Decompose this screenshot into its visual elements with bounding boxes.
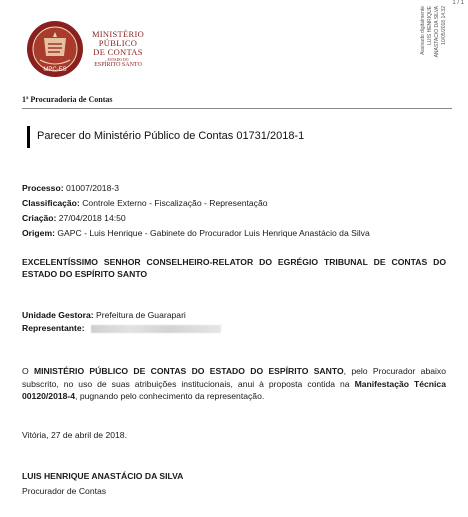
addressee-heading: EXCELENTÍSSIMO SENHOR CONSELHEIRO-RELATOR DO EGRÉGIO TRIBUNAL DE CONTAS DO ESTADO DO ESPÍRITO SANTO	[22, 257, 446, 279]
title-accent-bar	[27, 126, 30, 148]
field-value: Controle Externo - Fiscalização - Representação	[82, 198, 268, 208]
field-label: Unidade Gestora:	[22, 310, 94, 320]
body-text: , pelo Procurador abaixo subscrito, no uso de suas atribuições institucionais, anui à proposta contida na	[22, 366, 446, 389]
field-criacao	[22, 213, 126, 223]
field-origem	[22, 228, 370, 238]
department-name: 1ª Procuradoria de Contas	[22, 95, 113, 104]
document-title: Parecer do Ministério Público de Contas 01731/2018-1	[37, 130, 305, 142]
mpc-es-seal-logo	[26, 20, 84, 78]
org-line-1: MINISTÉRIO	[91, 29, 145, 39]
field-classificacao	[22, 198, 268, 208]
page-number: 1 / 1	[452, 0, 464, 6]
body-bold: MINISTÉRIO PÚBLICO DE CONTAS DO ESTADO DO ESPÍRITO SANTO	[34, 366, 344, 376]
field-label: Representante:	[22, 323, 85, 333]
stamp-line-3: ANASTACIO DA SILVA	[434, 6, 440, 58]
header-divider	[22, 108, 452, 109]
field-unidade-gestora	[22, 310, 186, 320]
body-text: , pugnando pelo conhecimento da representação.	[75, 391, 265, 401]
field-processo	[22, 183, 119, 193]
stamp-line-1: Assinado digitalmente	[420, 6, 426, 55]
field-label: Processo:	[22, 183, 64, 193]
stamp-line-4: 10/05/2018 14:32	[441, 6, 447, 45]
field-label: Origem:	[22, 228, 55, 238]
field-label: Classificação:	[22, 198, 80, 208]
digital-signature-stamp	[420, 6, 468, 96]
stamp-line-2: LUIS HENRIQUE	[427, 6, 433, 45]
body-paragraph	[22, 365, 446, 403]
redacted-value	[91, 325, 221, 333]
field-value: 27/04/2018 14:50	[58, 213, 126, 223]
organization-name	[88, 30, 148, 68]
body-bold: Manifestação Técnica 00120/2018-4	[22, 378, 446, 401]
field-representante	[22, 323, 221, 333]
body-text: O	[22, 366, 34, 376]
field-value: GAPC - Luis Henrique - Gabinete do Procurador Luis Henrique Anastácio da Silva	[57, 228, 370, 238]
signer-role: Procurador de Contas	[22, 486, 107, 496]
field-label: Criação:	[22, 213, 57, 223]
field-value: Prefeitura de Guarapari	[96, 310, 186, 320]
org-line-3: DE CONTAS	[93, 46, 143, 57]
signer-name: LUIS HENRIQUE ANASTÁCIO DA SILVA	[22, 471, 184, 481]
field-value: 01007/2018-3	[65, 183, 119, 193]
document-date: Vitória, 27 de abril de 2018.	[22, 430, 127, 440]
org-line-4: ESTADO DO	[107, 57, 129, 62]
org-line-5: ESPÍRITO SANTO	[94, 61, 142, 68]
org-line-2: PÚBLICO	[98, 37, 138, 48]
seal-label: MPC-ES	[43, 67, 67, 73]
